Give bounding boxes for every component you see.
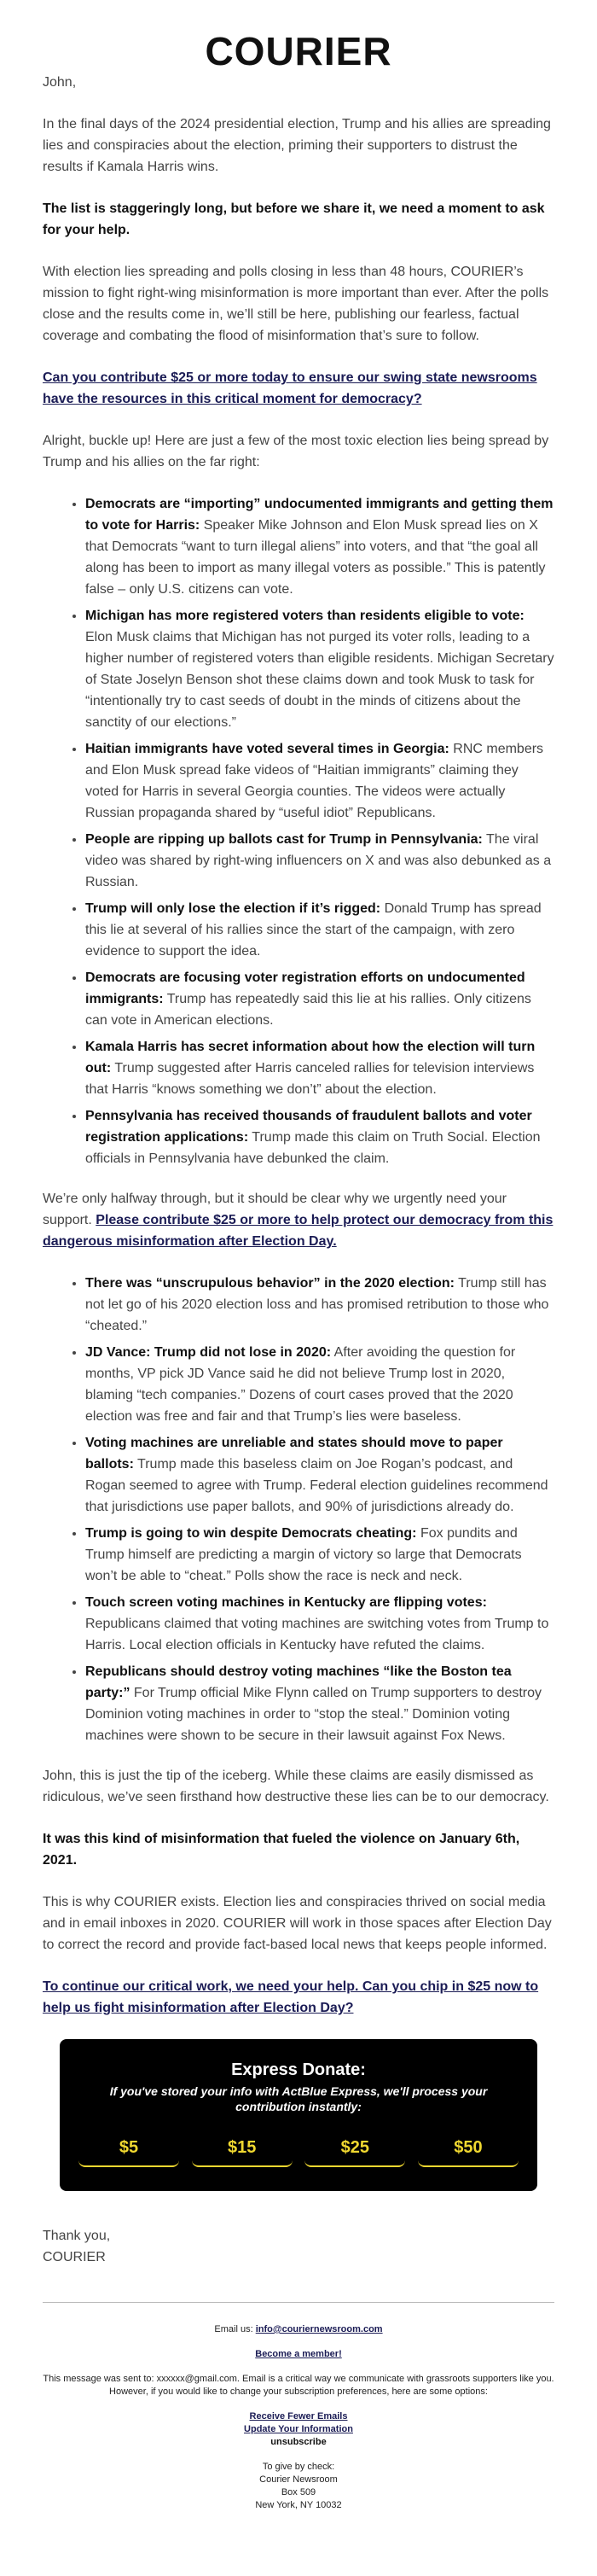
become-member-link[interactable]: Become a member! bbox=[255, 2349, 342, 2359]
list-item bbox=[85, 967, 554, 1031]
donate-subtitle: If you've stored your info with ActBlue Express, we'll process your contribution instantly: bbox=[109, 2084, 488, 2113]
footer-email-label: Email us: bbox=[214, 2324, 256, 2334]
donate-amount-button[interactable]: $50 bbox=[418, 2131, 519, 2167]
intro-paragraph: The list is staggeringly long, but before we share it, we need a moment to ask for your help. bbox=[43, 201, 545, 237]
midway-text: We’re only halfway through, but it should be clear why we urgently need your support. bbox=[43, 1192, 507, 1227]
check-label: To give by check: bbox=[262, 2462, 335, 2472]
receive-fewer-emails-link[interactable]: Receive Fewer Emails bbox=[249, 2411, 348, 2422]
claim-heading: Democrats are focusing voter registration efforts on undocumented immigrants: bbox=[85, 970, 525, 1006]
donate-amount-button[interactable]: $25 bbox=[304, 2131, 405, 2167]
claim-body: After avoiding the question for months, VP pick JD Vance said he did not believe Trump lost in 2020, blaming “tech companies.” Dozens of court cases proved that the 2020 election was free and fair and that Trump’s lies were baseless. bbox=[85, 1345, 516, 1424]
claim-body: Speaker Mike Johnson and Elon Musk spread lies on X that Democrats “want to turn illegal aliens” into voters, and that “the goal all along has been to import as many illegal voters as possible.” This is patently false – only U.S. citizens can vote. bbox=[85, 518, 546, 597]
list-item bbox=[85, 829, 554, 893]
claim-heading: JD Vance: Trump did not lose in 2020: bbox=[85, 1345, 332, 1360]
courier-logo bbox=[43, 0, 554, 72]
claim-heading: Trump is going to win despite Democrats cheating: bbox=[85, 1526, 417, 1541]
intro-paragraph: In the final days of the 2024 presidential election, Trump and his allies are spreading lies and conspiracies about the election, priming their supporters to distrust the results if Kamala Harris wins. bbox=[43, 117, 551, 174]
list-item bbox=[85, 1661, 554, 1746]
list-intro: Alright, buckle up! Here are just a few of the most toxic election lies being spread by Trump and his allies on the far right: bbox=[43, 434, 549, 469]
list-item bbox=[85, 1432, 554, 1518]
claim-body: For Trump official Mike Flynn called on Trump supporters to destroy Dominion voting machines in order to “stop the steal.” Dominion voting machines were shown to be secure in their lawsuit against Fox News. bbox=[85, 1686, 542, 1743]
closing-paragraph: John, this is just the tip of the iceberg. While these claims are easily dismissed as ridiculous, we’ve seen firsthand how destructive these lies can be to our democracy. bbox=[43, 1769, 549, 1804]
donate-title: Express Donate: bbox=[231, 2060, 366, 2079]
claim-heading: Michigan has more registered voters than residents eligible to vote: bbox=[85, 609, 525, 623]
claim-body: Trump suggested after Harris canceled rallies for television interviews that Harris “knows something we don’t” about the election. bbox=[85, 1061, 535, 1097]
list-item bbox=[85, 1342, 554, 1427]
footer-email-link[interactable]: info@couriernewsroom.com bbox=[255, 2324, 383, 2334]
intro-paragraph: With election lies spreading and polls closing in less than 48 hours, COURIER’s mission to fight right-wing misinformation is more important than ever. After the polls close and the results come in, we’ll still be here, publishing our fearless, factual coverage and combating the flood of misinformation that’s sure to follow. bbox=[43, 265, 549, 343]
closing-section bbox=[43, 1765, 554, 1955]
list-item bbox=[85, 1523, 554, 1587]
claim-heading: Kamala Harris has secret information about how the election will turn out: bbox=[85, 1040, 536, 1075]
address-line: Courier Newsroom bbox=[259, 2474, 338, 2485]
lies-list-2 bbox=[43, 1273, 554, 1746]
claim-heading: Haitian immigrants have voted several times in Georgia: bbox=[85, 742, 449, 756]
claim-body: Trump made this baseless claim on Joe Rogan’s podcast, and Rogan seemed to agree with Trump. Federal election guidelines recommend that jurisdictions use paper ballots, and 90% of jurisdictions already do. bbox=[85, 1457, 548, 1514]
footer-notice: This message was sent to: xxxxxx@gmail.com. Email is a critical way we communicate with grassroots supporters like you. However, if you would like to change your subscription preferences, here are some options: bbox=[43, 2374, 554, 2397]
check-address bbox=[43, 2461, 554, 2512]
footer-email-line bbox=[43, 2323, 554, 2336]
claim-body: Trump made this claim on Truth Social. Election officials in Pennsylvania have debunked the claim. bbox=[85, 1130, 541, 1166]
list-item bbox=[85, 1036, 554, 1100]
logo-text: COURIER bbox=[205, 29, 392, 73]
claim-heading: Pennsylvania has received thousands of fraudulent ballots and voter registration applications: bbox=[85, 1109, 532, 1145]
donate-amount-button[interactable]: $5 bbox=[78, 2131, 179, 2167]
donate-amounts bbox=[78, 2131, 519, 2167]
signoff-thanks: Thank you, bbox=[43, 2229, 111, 2243]
claim-heading: There was “unscrupulous behavior” in the 2020 election: bbox=[85, 1276, 455, 1291]
list-item bbox=[85, 493, 554, 600]
list-item bbox=[85, 898, 554, 962]
lies-list-1 bbox=[43, 493, 554, 1169]
cta-link-protect[interactable]: Please contribute $25 or more to help protect our democracy from this dangerous misinformation after Election Day. bbox=[43, 1213, 554, 1249]
midway-paragraph bbox=[43, 1188, 554, 1252]
intro-section bbox=[43, 114, 554, 347]
cta-link-contribute[interactable]: Can you contribute $25 or more today to ensure our swing state newsrooms have the resources in this critical moment for democracy? bbox=[43, 370, 537, 406]
claim-heading: Trump will only lose the election if it’s rigged: bbox=[85, 901, 381, 916]
update-info-link[interactable]: Update Your Information bbox=[244, 2424, 353, 2434]
claim-body: Donald Trump has spread this lie at several of his rallies since the start of the campaign, with zero evidence to support the idea. bbox=[85, 901, 542, 959]
claim-heading: Touch screen voting machines in Kentucky are flipping votes: bbox=[85, 1595, 487, 1610]
unsubscribe-link[interactable]: unsubscribe bbox=[270, 2437, 327, 2447]
address-line: Box 509 bbox=[281, 2487, 316, 2497]
express-donate-box bbox=[60, 2039, 537, 2191]
claim-heading: Republicans should destroy voting machines “like the Boston tea party:” bbox=[85, 1664, 512, 1700]
claim-body: Republicans claimed that voting machines are switching votes from Trump to Harris. Local election officials in Kentucky have refuted the claims. bbox=[85, 1617, 549, 1652]
donate-amount-button[interactable]: $15 bbox=[192, 2131, 293, 2167]
greeting: John, bbox=[43, 75, 77, 90]
footer bbox=[43, 2302, 554, 2538]
closing-paragraph: This is why COURIER exists. Election lies and conspiracies thrived on social media and in email inboxes in 2020. COURIER will work in those spaces after Election Day to correct the record and provide fact-based local news that keeps people informed. bbox=[43, 1895, 552, 1952]
signoff-sender: COURIER bbox=[43, 2250, 106, 2264]
cta-link-chip-in[interactable]: To continue our critical work, we need your help. Can you chip in $25 now to help us fight misinformation after Election Day? bbox=[43, 1979, 539, 2015]
list-item bbox=[85, 738, 554, 824]
claim-heading: Voting machines are unreliable and states should move to paper ballots: bbox=[85, 1436, 503, 1472]
claim-body: RNC members and Elon Musk spread fake videos of “Haitian immigrants” claiming they voted for Harris in several Georgia counties. The videos were actually Russian propaganda shared by “useful idiot” Republicans. bbox=[85, 742, 544, 820]
list-item bbox=[85, 1105, 554, 1169]
list-item bbox=[85, 1273, 554, 1337]
list-item bbox=[85, 1592, 554, 1656]
closing-paragraph: It was this kind of misinformation that fueled the violence on January 6th, 2021. bbox=[43, 1832, 520, 1868]
claim-body: Trump has repeatedly said this lie at his rallies. Only citizens can vote in American elections. bbox=[85, 992, 531, 1028]
claim-body: Elon Musk claims that Michigan has not purged its voter rolls, leading to a higher number of registered voters than eligible residents. Michigan Secretary of State Joselyn Benson shot these claims down and took Musk to task for “intentionally try to cast seeds of doubt in the minds of citizens about the sanctity of our elections.” bbox=[85, 630, 554, 730]
signoff bbox=[43, 2225, 554, 2268]
claim-heading: People are ripping up ballots cast for Trump in Pennsylvania: bbox=[85, 832, 483, 847]
claim-body: Trump still has not let go of his 2020 election loss and has promised retribution to those who “cheated.” bbox=[85, 1276, 549, 1333]
list-item bbox=[85, 605, 554, 733]
address-line: New York, NY 10032 bbox=[255, 2500, 342, 2510]
claim-body: The viral video was shared by right-wing influencers on X and was also debunked as a Russian. bbox=[85, 832, 552, 889]
claim-body: Fox pundits and Trump himself are predicting a margin of victory so large that Democrats won’t be able to “cheat.” Polls show the race is neck and neck. bbox=[85, 1526, 522, 1583]
claim-heading: Democrats are “importing” undocumented immigrants and getting them to vote for Harris: bbox=[85, 497, 554, 533]
